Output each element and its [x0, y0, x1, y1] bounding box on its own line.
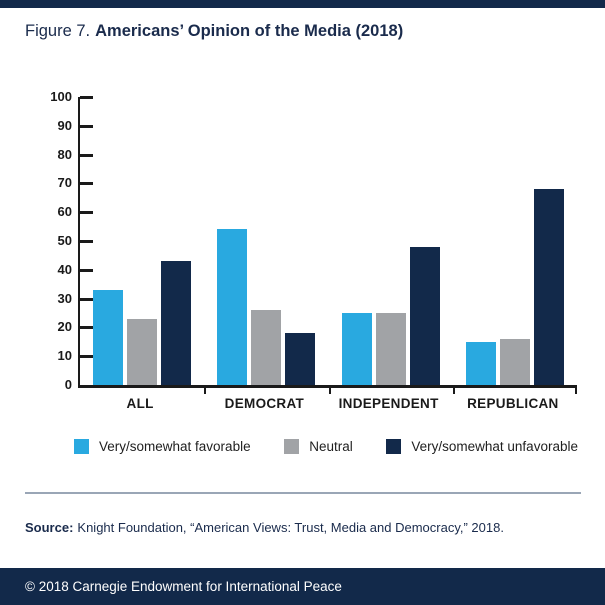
bar-all-neutral	[127, 319, 157, 385]
category-label-republican: REPUBLICAN	[467, 396, 559, 411]
x-tick-mark-1	[204, 388, 206, 394]
legend-item-very-somewhat-favorable	[74, 439, 251, 454]
category-label-democrat: DEMOCRAT	[224, 396, 305, 411]
chart-legend	[74, 438, 578, 454]
y-tick-label-80: 80	[57, 146, 72, 162]
bar-independent-neutral	[376, 313, 406, 385]
y-tick-label-100: 100	[50, 89, 72, 104]
bar-independent-very-somewhat-unfavorable	[410, 247, 440, 385]
footer-band	[0, 568, 605, 605]
y-tick-label-20: 20	[57, 319, 72, 335]
legend-item-neutral	[284, 439, 353, 454]
y-tick-label-90: 90	[57, 117, 72, 133]
source-line	[25, 520, 504, 535]
y-tick-label-70: 70	[57, 175, 72, 191]
legend-label: Very/somewhat unfavorable	[411, 438, 578, 454]
source-label: Source:	[25, 520, 74, 535]
x-tick-mark-4	[575, 388, 577, 394]
bar-republican-very-somewhat-favorable	[466, 342, 496, 385]
legend-swatch	[386, 439, 401, 454]
category-label-all: ALL	[126, 396, 154, 411]
legend-item-very-somewhat-unfavorable	[386, 439, 578, 454]
top-accent-bar	[0, 0, 605, 8]
y-tick-label-40: 40	[57, 261, 72, 277]
y-axis-tick-labels	[30, 89, 72, 392]
bar-all-very-somewhat-unfavorable	[161, 261, 191, 385]
legend-swatch	[74, 439, 89, 454]
bar-group-all	[80, 97, 204, 385]
legend-label: Very/somewhat favorable	[99, 438, 251, 454]
divider-rule	[25, 492, 581, 494]
y-tick-label-50: 50	[57, 233, 72, 248]
copyright-text: © 2018 Carnegie Endowment for International Peace	[25, 579, 342, 594]
bar-group-independent	[329, 97, 453, 385]
bar-democrat-very-somewhat-unfavorable	[285, 333, 315, 385]
x-axis-category-labels	[78, 396, 575, 412]
y-tick-label-0: 0	[64, 377, 72, 392]
figure-number: Figure 7.	[25, 22, 91, 40]
legend-swatch	[284, 439, 299, 454]
x-tick-mark-3	[453, 388, 455, 394]
figure-title: Americans’ Opinion of the Media (2018)	[95, 22, 404, 40]
figure-heading	[25, 22, 403, 41]
bar-group-republican	[453, 97, 577, 385]
source-text: Knight Foundation, “American Views: Trust, Media and Democracy,” 2018.	[77, 520, 504, 535]
bar-independent-very-somewhat-favorable	[342, 313, 372, 385]
bar-all-very-somewhat-favorable	[93, 290, 123, 385]
y-tick-label-10: 10	[57, 348, 72, 364]
y-tick-label-30: 30	[57, 290, 72, 306]
category-label-independent: INDEPENDENT	[338, 396, 439, 411]
bar-democrat-neutral	[251, 310, 281, 385]
legend-label: Neutral	[309, 438, 353, 454]
plot-area	[78, 97, 577, 388]
bar-republican-neutral	[500, 339, 530, 385]
bar-republican-very-somewhat-unfavorable	[534, 189, 564, 385]
bar-group-democrat	[204, 97, 328, 385]
y-tick-label-60: 60	[57, 204, 72, 220]
x-tick-mark-2	[329, 388, 331, 394]
bar-democrat-very-somewhat-favorable	[217, 229, 247, 385]
